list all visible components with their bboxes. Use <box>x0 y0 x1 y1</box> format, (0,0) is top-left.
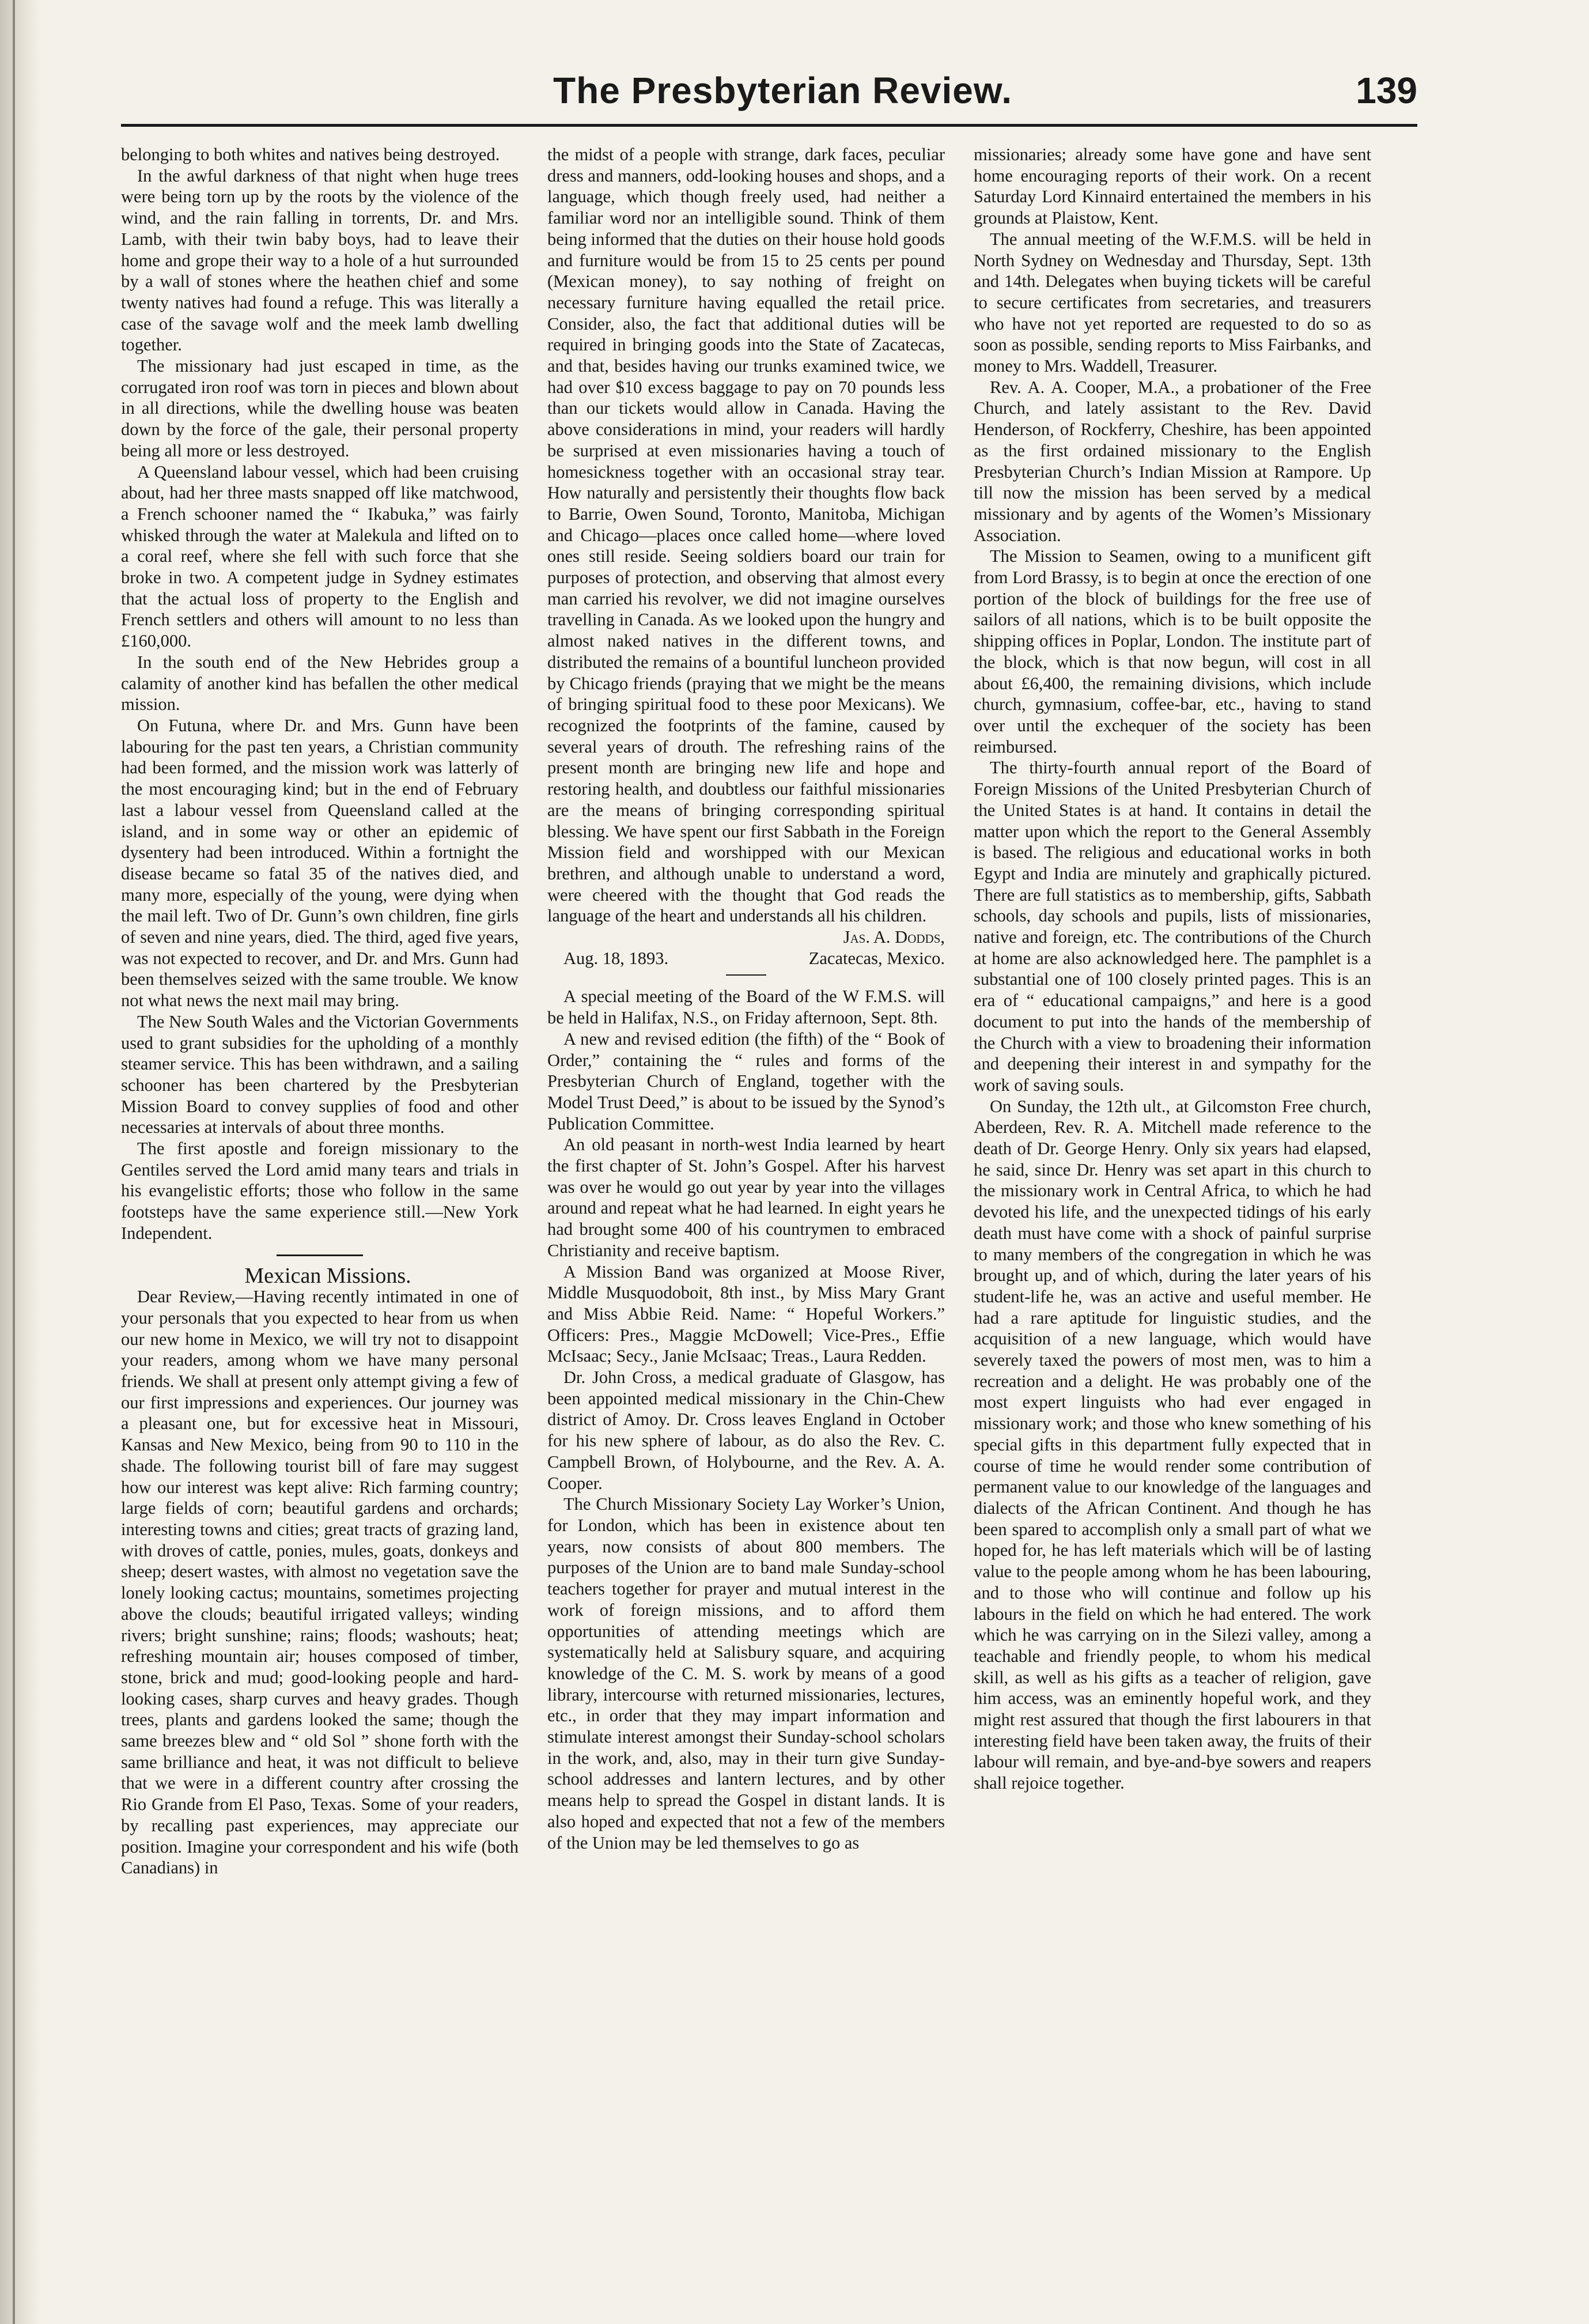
paragraph: A new and revised edition (the fifth) of the “ Book of Order,” containing the “ rules and forms of the Presbyterian Church of England, together with the Model Trust Deed,” is about to be issued by the Synod’s Publication Committee. <box>547 1029 945 1133</box>
paragraph: The missionary had just escaped in time, as the corrugated iron roof was torn in pieces and blown about in all directions, while the dwelling house was beaten down by the force of the gale, their personal property being all more or less destroyed. <box>121 356 519 460</box>
section-divider <box>277 1254 363 1256</box>
book-spine-shadow <box>0 0 40 2324</box>
paragraph: An old peasant in north-west India learned by heart the first chapter of St. John’s Gospel. After his harvest was over he would go out year by year into the villages around and repeat what he had learned. In eight years he had brought some 400 of his countrymen to embraced Christianity and receive baptism. <box>547 1135 945 1260</box>
paragraph: The New South Wales and the Victorian Governments used to grant subsidies for the upholding of a monthly steamer service. This has been withdrawn, and a sailing schooner has been chartered by the Presbyterian Mission Board to convey supplies of food and other necessaries at intervals of about three months. <box>121 1011 519 1138</box>
paragraph: A special meeting of the Board of the W F.M.S. will be held in Halifax, N.S., on Friday afternoon, Sept. 8th. <box>547 987 945 1028</box>
column-1 <box>121 144 519 1879</box>
paragraph: On Sunday, the 12th ult., at Gilcomston Free church, Aberdeen, Rev. R. A. Mitchell made reference to the death of Dr. George Henry. Only six years had elapsed, he said, since Dr. Henry was set apart in this church to the missionary work in Central Africa, to which he had devoted his life, and the unexpected tidings of his early death must have come with a shock of painful surprise to many members of the congregation in which he was brought up, and of which, during the later years of his student-life he, was an active and useful member. He had a rare aptitude for linguistic studies, and the acquisition of a new language, which would have severely taxed the powers of most men, was to him a recreation and a delight. He was probably one of the most expert linguists who had ever engaged in missionary work; and those who knew something of his special gifts in this department fully expected that in course of time he would render some contribution of permanent value to our knowledge of the languages and dialects of the African Continent. And though he has been spared to accomplish only a small part of what we hoped for, he has left materials which will be of lasting value to the people among whom he has been labouring, and to those who will continue and follow up his labours in the field on which he had entered. The work which he was carrying on in the Silezi valley, among a teachable and friendly people, to whom his medical skill, as well as his gifts as a teacher of religion, gave him access, was an eminently hopeful work, and they might rest assured that though the first labourers in that interesting field have been taken away, the fruits of their labour will remain, and bye-and-bye sowers and reapers shall rejoice together. <box>974 1096 1371 1793</box>
item-divider <box>726 974 766 976</box>
section-heading: Mexican Missions. <box>244 1263 411 1288</box>
header-rule <box>121 124 1417 127</box>
paragraph: The Mission to Seamen, owing to a munificent gift from Lord Brassy, is to begin at once the erection of one portion of the block of buildings for the free use of sailors of all nations, which is to be built opposite the shipping offices in Poplar, London. The institute part of the block, which is that now begun, will cost in all about £6,400, the remaining divisions, which include church, gymnasium, coffee-bar, etc., having to stand over until the exchequer of the society has been reimbursed. <box>974 546 1371 757</box>
paragraph: On Futuna, where Dr. and Mrs. Gunn have been labouring for the past ten years, a Christian community had been formed, and the mission work was latterly of the most encouraging kind; but in the end of February last a labour vessel from Queensland called at the island, and in some way or other an epidemic of dysentery had been introduced. Within a fortnight the disease became so fatal 35 of the natives died, and many more, especially of the young, were dying when the mail left. Two of Dr. Gunn’s own children, fine girls of seven and nine years, died. The third, aged five years, was not expected to recover, and Dr. and Mrs. Gunn had been themselves seized with the same trouble. We know not what news the next mail may bring. <box>121 715 519 1011</box>
paragraph: The annual meeting of the W.F.M.S. will be held in North Sydney on Wednesday and Thursday, Sept. 13th and 14th. Delegates when buying tickets will be careful to secure certificates from secretaries, and treasurers who have not yet reported are requested to do so as soon as possible, sending reports to Miss Fairbanks, and money to Mrs. Waddell, Treasurer. <box>974 229 1371 376</box>
page-number: 139 <box>1356 70 1417 111</box>
paragraph: belonging to both whites and natives being destroyed. <box>121 145 500 164</box>
column-2 <box>547 144 945 1853</box>
letter-place: Zacatecas, Mexico. <box>808 948 945 968</box>
paragraph: Rev. A. A. Cooper, M.A., a probationer of the Free Church, and lately assistant to the Rev. David Henderson, of Rockferry, Cheshire, has been appointed as the first ordained missionary to the English Presbyterian Church’s Indian Mission at Rampore. Up till now the mission has been served by a medical missionary and by agents of the Women’s Missionary Association. <box>974 377 1371 545</box>
paragraph: In the south end of the New Hebrides group a calamity of another kind has befallen the other medical mission. <box>121 652 519 715</box>
page-header <box>553 69 1417 127</box>
letter-signature: Jas. A. Dodds, <box>843 927 945 947</box>
paragraph: The Church Missionary Society Lay Worker’s Union, for London, which has been in existence about ten years, now consists of about 800 members. The purposes of the Union are to band male Sunday-school teachers together for prayer and mutual interest in the work of foreign missions, and to afford them opportunities of attending meetings which are systematically held at Salisbury square, and acquiring knowledge of the C. M. S. work by means of a good library, intercourse with returned missionaries, lectures, etc., in order that they may impart information and stimulate interest amongst their Sunday-school scholars in the work, and, also, may in their turn give Sunday-school addresses and lantern lectures, and by other means help to spread the Gospel in distant lands. It is also hoped and expected that not a few of the members of the Union may be led themselves to go as <box>547 1494 945 1853</box>
paragraph: The thirty-fourth annual report of the Board of Foreign Missions of the United Presbyterian Church of the United States is at hand. It contains in detail the matter upon which the report to the General Assembly is based. The religious and educational works in both Egypt and India are minutely and graphically pictured. There are full statistics as to membership, gifts, Sabbath schools, day schools and pupils, lists of missionaries, native and foreign, etc. The contributions of the Church at home are also acknowledged here. The pamphlet is a substantial one of 100 closely printed pages. This is an era of “ educational campaigns,” and here is a good document to put into the hands of the membership of the Church with a view to broadening their information and deepening their interest in and sympathy for the work of saving souls. <box>974 758 1371 1095</box>
paragraph: Dr. John Cross, a medical graduate of Glasgow, has been appointed medical missionary in the Chin-Chew district of Amoy. Dr. Cross leaves England in October for his new sphere of labour, as do also the Rev. C. Campbell Brown, of Holybourne, and the Rev. A. A. Cooper. <box>547 1367 945 1493</box>
letter-dateline <box>547 948 945 969</box>
paragraph: missionaries; already some have gone and have sent home encouraging reports of their work. On a recent Saturday Lord Kinnaird entertained the members in his grounds at Plaistow, Kent. <box>974 145 1371 228</box>
paragraph: the midst of a people with strange, dark faces, peculiar dress and manners, odd-looking houses and shops, and a language, which though freely used, had neither a familiar word nor an intelligible sound. Think of them being informed that the duties on their house hold goods and furniture would be from 15 to 25 cents per pound (Mexican money), to say nothing of freight on necessary furniture having equalled the retail price. Consider, also, the fact that additional duties will be required in bringing goods into the State of Zacatecas, and that, besides having our trunks examined twice, we had over $10 excess baggage to pay on 70 pounds less than our tickets would allow in Canada. Having the above considerations in mind, your readers will hardly be surprised at even missionaries having a touch of homesickness together with an occasional stray tear. How naturally and persistently their thoughts flow back to Barrie, Owen Sound, Toronto, Manitoba, Michigan and Chicago—places once called home—where loved ones still reside. Seeing soldiers board our train for purposes of protection, and observing that almost every man carried his revolver, we did not imagine ourselves travelling in Canada. As we looked upon the hungry and almost naked natives in the different towns, and distributed the remains of a bountiful luncheon provided by Chicago friends (praying that we might be the means of bringing spiritual food to these poor Mexicans). We recognized the footprints of the famine, caused by several years of drouth. The refreshing rains of the present month are bringing new life and hope and restoring health, and doubtless our faithful missionaries are the means of bringing corresponding spiritual blessing. We have spent our first Sabbath in the Foreign Mission field and worshipped with our Mexican brethren, and although unable to understand a word, were cheered with the thought that God reads the language of the heart and understands all his children. <box>547 145 945 926</box>
column-3 <box>974 144 1371 1794</box>
paragraph: A Mission Band was organized at Moose River, Middle Musquodoboit, 8th inst., by Miss Mary Grant and Miss Abbie Reid. Name: “ Hopeful Workers.” Officers: Pres., Maggie McDowell; Vice-Pres., Effie McIsaac; Secy., Janie McIsaac; Treas., Laura Redden. <box>547 1261 945 1366</box>
binding-edge-rule <box>13 0 15 2324</box>
paragraph: A Queensland labour vessel, which had been cruising about, had her three masts snapped off like matchwood, a French schooner named the “ Ikabuka,” was fairly whisked through the water at Malekula and lifted on to a coral reef, where she fell with such force that she broke in two. A competent judge in Sydney estimates that the actual loss of property to the English and French settlers and others will amount to no less than £160,000. <box>121 462 519 651</box>
paragraph: In the awful darkness of that night when huge trees were being torn up by the roots by the violence of the wind, and the rain falling in torrents, Dr. and Mrs. Lamb, with their twin baby boys, had to leave their home and grope their way to a hole of a hut surrounded by a wall of stones where the heathen chief and some twenty natives had found a refuge. This was literally a case of the savage wolf and the meek lamb dwelling together. <box>121 165 519 355</box>
paragraph: The first apostle and foreign missionary to the Gentiles served the Lord amid many tears and trials in his evangelistic efforts; those who follow in the same footsteps have the same experience still.—New York Independent. <box>121 1139 519 1243</box>
letter-date: Aug. 18, 1893. <box>563 948 669 968</box>
paragraph: Dear Review,—Having recently intimated in one of your personals that you expected to hear from us when our new home in Mexico, we will try not to disappoint your readers, among whom we have many personal friends. We shall at present only attempt giving a few of our first impressions and experiences. Our journey was a pleasant one, but for excessive heat in Missouri, Kansas and New Mexico, being from 90 to 110 in the shade. The following tourist bill of fare may suggest how our interest was kept alive: Rich farming country; large fields of corn; beautiful gardens and orchards; interesting towns and cities; great tracts of grazing land, with droves of cattle, ponies, mules, goats, donkeys and sheep; desert wastes, with almost no vegetation save the lonely looking cactus; mountains, sometimes projecting above the clouds; beautiful irrigated valleys; winding rivers; bright sunshine; rains; floods; washouts; heat; refreshing mountain air; houses composed of timber, stone, brick and mud; good-looking people and hard-looking cases, sharp curves and heavy grades. Though trees, plants and gardens looked the same; though the same breezes blew and “ old Sol ” shone forth with the same brilliance and heat, it was not difficult to believe that we were in a different country after crossing the Rio Grande from El Paso, Texas. Some of your readers, by recalling past experiences, may appreciate our position. Imagine your correspondent and his wife (both Canadians) in <box>121 1287 519 1878</box>
publication-title: The Presbyterian Review. <box>553 70 1013 111</box>
